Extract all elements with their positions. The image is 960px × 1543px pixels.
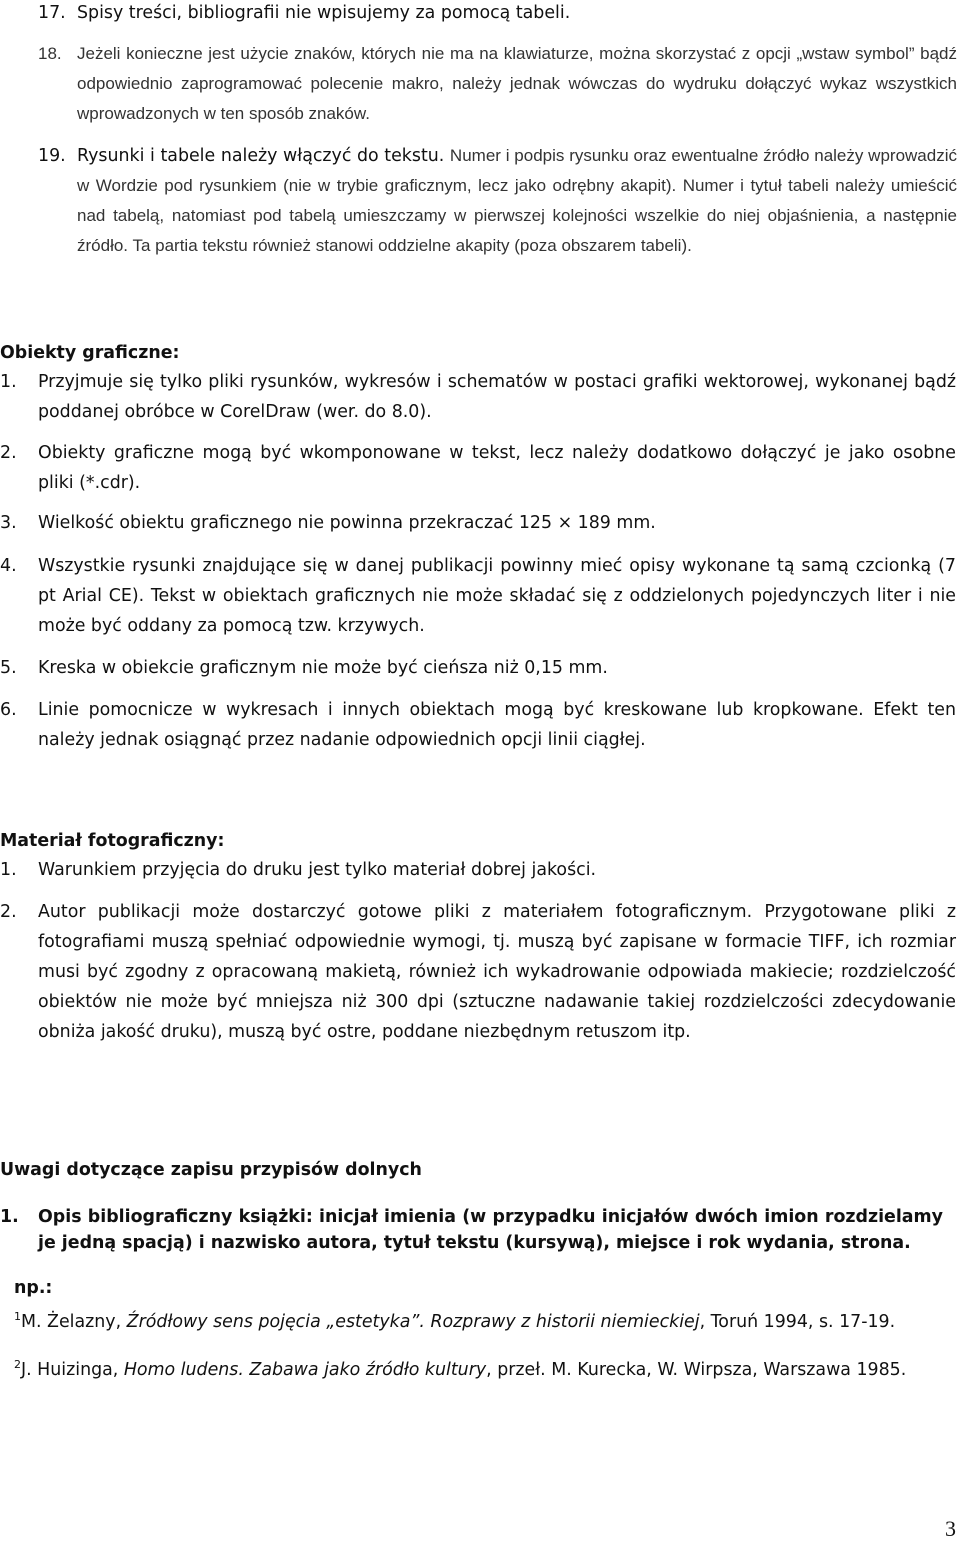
item-number: 4. xyxy=(0,556,17,576)
ref-details: , Toruń 1994, s. 17-19. xyxy=(699,1312,896,1332)
footnote-reference-2 xyxy=(14,1353,944,1382)
footnote-reference-1 xyxy=(14,1305,944,1334)
item-text: Jeżeli konieczne jest użycie znaków, których nie ma na klawiaturze, można skorzystać z opcji „wstaw symbol” bądź odpowiednio zaprogramować polecenie makro, należy jednak wówczas do wydruku dołączyć wykaz wszystkich wprowadzonych w ten sposób znaków. xyxy=(77,44,957,123)
item-text xyxy=(77,141,957,261)
item-number: 6. xyxy=(0,700,17,720)
item-text: Wielkość obiektu graficznego nie powinna przekraczać 125 × 189 mm. xyxy=(38,513,656,533)
item-number: 3. xyxy=(0,513,17,533)
item-text: Kreska w obiekcie graficznym nie może być cieńsza niż 0,15 mm. xyxy=(38,658,608,678)
section-heading-footnotes: Uwagi dotyczące zapisu przypisów dolnych xyxy=(0,1160,422,1180)
section-heading-graphics: Obiekty graficzne: xyxy=(0,343,180,363)
example-label: np.: xyxy=(14,1278,53,1298)
item-text: Linie pomocnicze w wykresach i innych obiektach mogą być kreskowane lub kropkowane. Efekt ten należy jednak osiągnąć przez nadanie odpowiednich opcji linii ciągłej. xyxy=(38,700,956,750)
item-number: 17. xyxy=(38,3,66,23)
ref-author: J. Huizinga, xyxy=(21,1360,119,1380)
item-text: Spisy treści, bibliografii nie wpisujemy za pomocą tabeli. xyxy=(77,3,571,23)
section-heading-photo: Materiał fotograficzny: xyxy=(0,831,225,851)
item-number: 1. xyxy=(0,1207,19,1227)
item-text: Opis bibliograficzny książki: inicjał imienia (w przypadku inicjałów dwóch imion rozdzielamy je jedną spacją) i nazwisko autora, tytuł tekstu (kursywą), miejsce i rok wydania, strona. xyxy=(38,1207,943,1253)
item-text: Wszystkie rysunki znajdujące się w danej publikacji powinny mieć opisy wykonane tą samą czcionką (7 pt Arial CE). Tekst w obiektach graficznych nie może składać się z oddzielonych pojedynczych liter i nie może być oddany za pomocą tzw. krzywych. xyxy=(38,556,956,636)
ref-author: M. Żelazny, xyxy=(21,1312,122,1332)
item-number: 1. xyxy=(0,372,17,392)
item-number: 18. xyxy=(38,44,62,63)
item-text: Przyjmuje się tylko pliki rysunków, wykresów i schematów w postaci grafiki wektorowej, wykonanej bądź poddanej obróbce w CorelDraw (wer. do 8.0). xyxy=(38,372,956,422)
ref-title: Źródłowy sens pojęcia „estetyka”. Rozprawy z historii niemieckiej xyxy=(126,1312,700,1332)
item-number: 1. xyxy=(0,860,17,880)
item-text: Obiekty graficzne mogą być wkomponowane w tekst, lecz należy dodatkowo dołączyć je jako osobne pliki (*.cdr). xyxy=(38,443,956,493)
item-text-part-b: Numer i podpis rysunku oraz ewentualne źródło należy wprowadzić w Wordzie pod rysunkiem (nie w trybie graficznym, lecz jako odrębny akapit). Numer i tytuł tabeli należy umieścić nad tabelą, natomiast pod tabelą umieszczamy w pierwszej kolejności wszelkie do niej objaśnienia, a następnie źródło. Ta partia tekstu również stanowi oddzielne akapity (poza obszarem tabeli). xyxy=(77,146,957,255)
ref-title: Homo ludens. Zabawa jako źródło kultury xyxy=(123,1360,487,1380)
item-number: 2. xyxy=(0,443,17,463)
item-number: 5. xyxy=(0,658,17,678)
footnote-marker: 1 xyxy=(14,1310,21,1323)
footnote-marker: 2 xyxy=(14,1358,21,1371)
item-number: 2. xyxy=(0,902,17,922)
page-number: 3 xyxy=(945,1516,956,1541)
item-text: Autor publikacji może dostarczyć gotowe pliki z materiałem fotograficznym. Przygotowane pliki z fotografiami muszą spełniać odpowiednie wymogi, tj. muszą być zapisane w formacie TIFF, ich rozmiar musi być zgodny z opracowaną makietą, również ich wykadrowanie odpowiada makiecie; rozdzielczość obiektów nie może być mniejsza niż 300 dpi (sztuczne nadawanie takiej rozdzielczości zdecydowanie obniża jakość druku), muszą być ostre, poddane niezbędnym retuszom itp. xyxy=(38,902,956,1042)
ref-details: , przeł. M. Kurecka, W. Wirpsza, Warszawa 1985. xyxy=(486,1360,907,1380)
item-text-part-a: Rysunki i tabele należy włączyć do tekstu. xyxy=(77,146,445,166)
item-text: Warunkiem przyjęcia do druku jest tylko materiał dobrej jakości. xyxy=(38,860,597,880)
item-number: 19. xyxy=(38,146,66,166)
